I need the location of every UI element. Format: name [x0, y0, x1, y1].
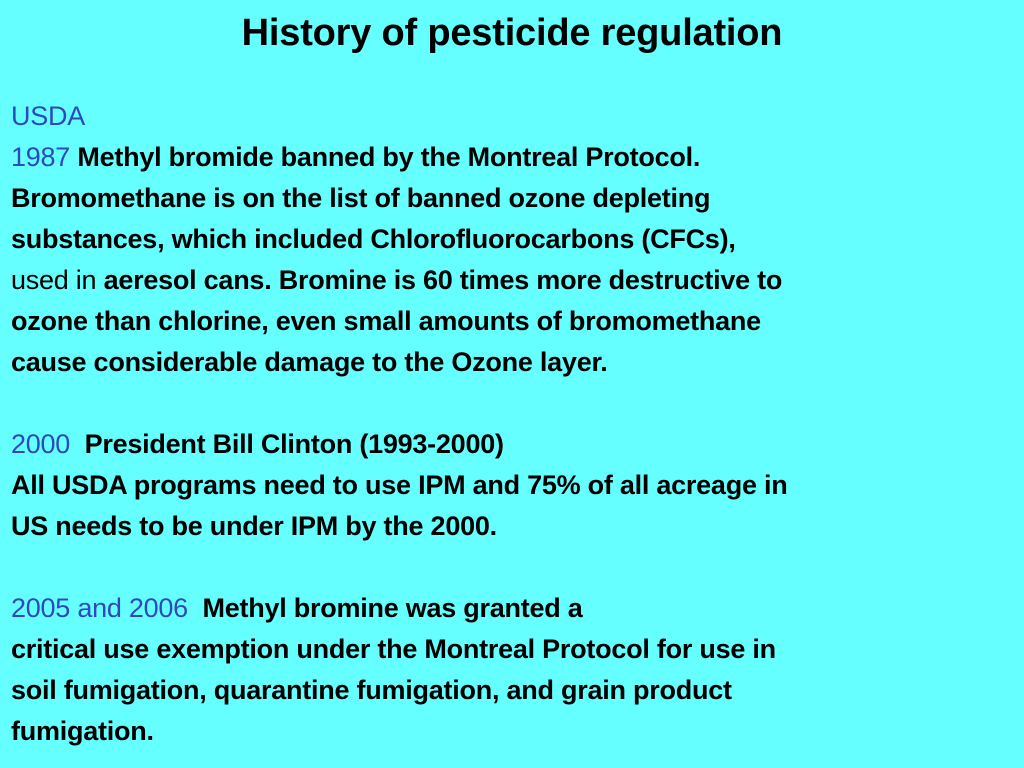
year-2000: 2000 — [11, 429, 71, 459]
entry-2005-line-4: fumigation. — [11, 716, 154, 746]
year-1987: 1987 — [11, 142, 71, 172]
entry-1987-line-1 — [11, 137, 1019, 178]
year-2005-2006: 2005 and 2006 — [11, 593, 188, 623]
entry-2005-text-1: Methyl bromine was granted a — [202, 593, 583, 623]
spacer — [11, 383, 1019, 424]
entry-1987-line-3: substances, which included Chlorofluorocarbons (CFCs), — [11, 224, 736, 254]
agency-label: USDA — [11, 101, 86, 131]
entry-1987-line-2: Bromomethane is on the list of banned ozone depleting — [11, 183, 711, 213]
entry-1987-text-used-in: used in — [11, 265, 97, 295]
entry-1987-line-5: ozone than chlorine, even small amounts of bromomethane — [11, 306, 761, 336]
entry-1987-line-4 — [11, 260, 1019, 301]
agency-heading — [11, 96, 1019, 137]
slide-title: History of pesticide regulation — [241, 12, 783, 54]
entry-1987-text-1: Methyl bromide banned by the Montreal Protocol. — [77, 142, 701, 172]
entry-2000-text-1: President Bill Clinton (1993-2000) — [84, 429, 504, 459]
entry-2005-line-3: soil fumigation, quarantine fumigation, and grain product — [11, 675, 732, 705]
entry-1987-line-6: cause considerable damage to the Ozone layer. — [11, 347, 608, 377]
slide-body — [11, 96, 1019, 752]
entry-2000-line-2: All USDA programs need to use IPM and 75% of all acreage in — [11, 470, 788, 500]
entry-2000-line-1 — [11, 424, 1019, 465]
entry-2005-line-2: critical use exemption under the Montreal Protocol for use in — [11, 634, 776, 664]
entry-1987-text-4: aeresol cans. Bromine is 60 times more destructive to — [103, 265, 783, 295]
spacer — [11, 547, 1019, 588]
entry-2005-line-1 — [11, 588, 1019, 629]
entry-2000-line-3: US needs to be under IPM by the 2000. — [11, 511, 497, 541]
